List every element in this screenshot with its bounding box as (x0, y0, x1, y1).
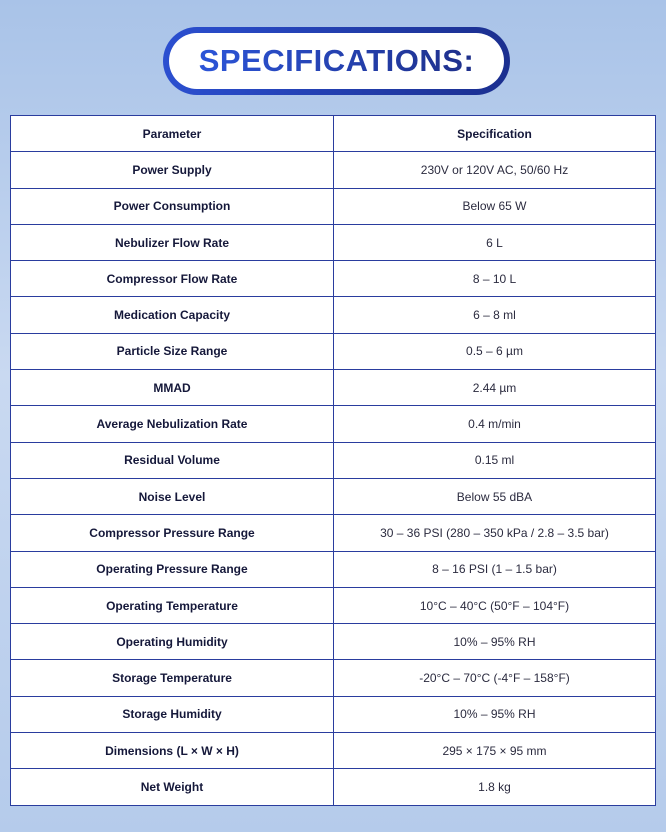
table-row (11, 152, 656, 188)
specification-cell: Below 55 dBA (334, 478, 656, 514)
parameter-cell: Storage Temperature (11, 660, 334, 696)
parameter-cell: Medication Capacity (11, 297, 334, 333)
parameter-cell: Compressor Pressure Range (11, 515, 334, 551)
table-row (11, 769, 656, 805)
specification-cell: 10% – 95% RH (334, 624, 656, 660)
specification-cell: 8 – 10 L (334, 261, 656, 297)
parameter-cell: Average Nebulization Rate (11, 406, 334, 442)
specification-cell: 30 – 36 PSI (280 – 350 kPa / 2.8 – 3.5 bar) (334, 515, 656, 551)
table-row (11, 587, 656, 623)
parameter-cell: Operating Humidity (11, 624, 334, 660)
parameter-cell: Net Weight (11, 769, 334, 805)
parameter-cell: Operating Pressure Range (11, 551, 334, 587)
specification-cell: 10% – 95% RH (334, 696, 656, 732)
header-specification: Specification (334, 116, 656, 152)
specification-cell: 2.44 µm (334, 370, 656, 406)
table-row (11, 660, 656, 696)
specification-cell: -20°C – 70°C (-4°F – 158°F) (334, 660, 656, 696)
parameter-cell: Particle Size Range (11, 333, 334, 369)
table-row (11, 188, 656, 224)
parameter-cell: Dimensions (L × W × H) (11, 733, 334, 769)
table-row (11, 224, 656, 260)
parameter-cell: Compressor Flow Rate (11, 261, 334, 297)
specification-cell: 295 × 175 × 95 mm (334, 733, 656, 769)
parameter-cell: Operating Temperature (11, 587, 334, 623)
specification-cell: 8 – 16 PSI (1 – 1.5 bar) (334, 551, 656, 587)
specification-cell: 230V or 120V AC, 50/60 Hz (334, 152, 656, 188)
specifications-table (10, 115, 656, 806)
parameter-cell: Residual Volume (11, 442, 334, 478)
table-row (11, 733, 656, 769)
table-row (11, 333, 656, 369)
parameter-cell: Power Supply (11, 152, 334, 188)
table-row (11, 297, 656, 333)
parameter-cell: Noise Level (11, 478, 334, 514)
table-row (11, 478, 656, 514)
parameter-cell: MMAD (11, 370, 334, 406)
specification-cell: 0.4 m/min (334, 406, 656, 442)
table-row (11, 442, 656, 478)
specification-cell: 6 – 8 ml (334, 297, 656, 333)
specification-cell: 6 L (334, 224, 656, 260)
table-row (11, 370, 656, 406)
specification-cell: 1.8 kg (334, 769, 656, 805)
parameter-cell: Power Consumption (11, 188, 334, 224)
specification-cell: 0.15 ml (334, 442, 656, 478)
table-header-row (11, 116, 656, 152)
table-row (11, 406, 656, 442)
parameter-cell: Nebulizer Flow Rate (11, 224, 334, 260)
specification-cell: 0.5 – 6 µm (334, 333, 656, 369)
table-row (11, 551, 656, 587)
table-row (11, 261, 656, 297)
specification-cell: 10°C – 40°C (50°F – 104°F) (334, 587, 656, 623)
page-title: SPECIFICATIONS: (198, 43, 475, 78)
table-row (11, 624, 656, 660)
title-banner-inner (169, 33, 504, 89)
specification-cell: Below 65 W (334, 188, 656, 224)
title-banner (163, 27, 510, 95)
table-row (11, 515, 656, 551)
table-row (11, 696, 656, 732)
header-parameter: Parameter (11, 116, 334, 152)
parameter-cell: Storage Humidity (11, 696, 334, 732)
